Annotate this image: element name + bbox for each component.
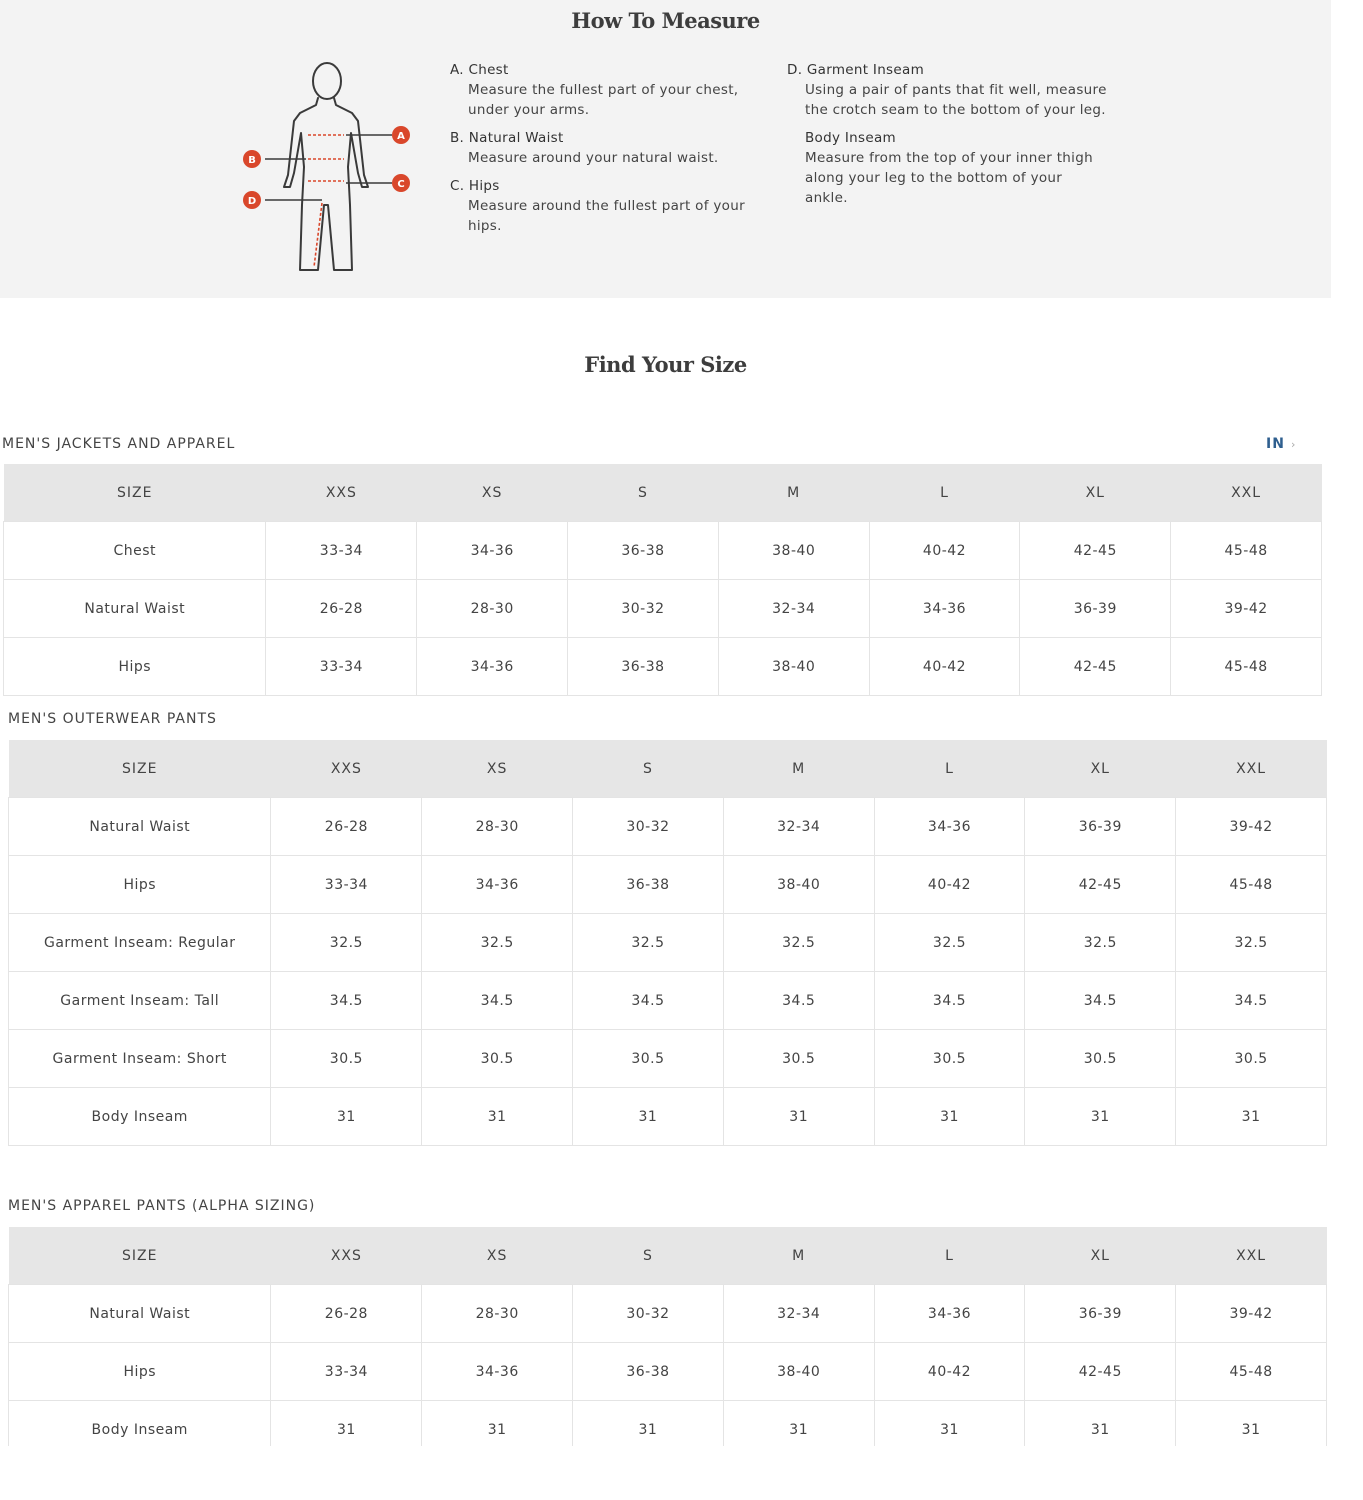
table-row [4,522,1322,580]
table-cell: 36-38 [568,522,719,580]
instruction-text: Measure around your natural waist. [468,150,719,166]
table-cell: 36-39 [1020,580,1171,638]
marker-a-label: A [397,131,405,142]
size-header-xs: XS [422,1227,573,1285]
table-cell: 34-36 [422,856,573,914]
table-header-row [4,464,1322,522]
table-cell: 31 [1025,1088,1176,1146]
instruction-natural-waist [450,128,750,168]
table-row [9,1285,1327,1343]
measure-instructions-left [450,60,750,244]
table-cell: 32-34 [718,580,869,638]
table-cell: 36-39 [1025,1285,1176,1343]
table-cell: 32.5 [874,914,1025,972]
table-cell: 31 [271,1088,422,1146]
table-cell: 34-36 [417,638,568,696]
table-cell: 33-34 [266,638,417,696]
table-cell: 40-42 [874,1343,1025,1401]
table-cell: 36-39 [1025,798,1176,856]
table-cell: 45-48 [1176,856,1327,914]
table-cell: 30-32 [573,1285,724,1343]
table-cell: 31 [573,1401,724,1459]
section-title-apparel-pants: MEN'S APPAREL PANTS (ALPHA SIZING) [8,1198,316,1214]
size-header-xxs: XXS [271,740,422,798]
table-cell: 31 [874,1088,1025,1146]
table-cell: 39-42 [1176,798,1327,856]
table-row [9,914,1327,972]
instruction-text: Measure the fullest part of your chest, under your arms. [468,82,739,118]
table-cell: 31 [723,1401,874,1459]
table-cell: 34.5 [1025,972,1176,1030]
table-cell: 34.5 [1176,972,1327,1030]
body-measurement-figure-icon [238,55,428,280]
table-cell: 40-42 [869,522,1020,580]
figure-body-outline [284,98,368,270]
find-your-size-title: Find Your Size [584,352,747,377]
table-cell: 34-36 [874,1285,1025,1343]
table-row [9,798,1327,856]
table-cell: 34.5 [573,972,724,1030]
table-cell: 32.5 [1176,914,1327,972]
table-cell: 33-34 [266,522,417,580]
instruction-text: Using a pair of pants that fit well, measure the crotch seam to the bottom of your leg. [805,82,1107,118]
table-cell: 38-40 [718,638,869,696]
size-header-s: S [573,740,724,798]
size-header-xl: XL [1020,464,1171,522]
table-cell: 30-32 [573,798,724,856]
table-cell: 32-34 [723,798,874,856]
size-header-l: L [874,740,1025,798]
table-cell: 45-48 [1171,522,1322,580]
table-cell: 45-48 [1171,638,1322,696]
table-cell: 31 [874,1401,1025,1459]
table-cell: 34-36 [869,580,1020,638]
table-cell: 38-40 [723,856,874,914]
table-cell: 38-40 [723,1343,874,1401]
table-cell: 38-40 [718,522,869,580]
table-cell: 32.5 [422,914,573,972]
table-cell: 34.5 [422,972,573,1030]
table-row [9,1088,1327,1146]
row-label: Body Inseam [9,1401,271,1459]
table-cell: 42-45 [1025,1343,1176,1401]
table-cell: 31 [573,1088,724,1146]
instruction-label: B. Natural Waist [450,130,564,146]
table-cell: 26-28 [266,580,417,638]
table-row [9,1343,1327,1401]
table-cell: 30.5 [723,1030,874,1088]
instruction-label: A. Chest [450,62,509,78]
size-header-s: S [568,464,719,522]
table-cell: 34-36 [874,798,1025,856]
table-cell: 36-38 [568,638,719,696]
size-header-xxl: XXL [1176,1227,1327,1285]
table-header-row [9,740,1327,798]
table-cell: 34.5 [874,972,1025,1030]
row-label: Chest [4,522,266,580]
table-cell: 31 [1025,1401,1176,1459]
size-header-xl: XL [1025,740,1176,798]
row-label: Garment Inseam: Short [9,1030,271,1088]
row-label: Garment Inseam: Tall [9,972,271,1030]
row-label: Hips [9,1343,271,1401]
size-header-xs: XS [417,464,568,522]
size-table-outerwear-pants [8,740,1327,1146]
unit-toggle[interactable] [1266,436,1296,452]
table-header-row [9,1227,1327,1285]
table-cell: 30.5 [1025,1030,1176,1088]
size-header-xxs: XXS [266,464,417,522]
marker-b-label: B [248,155,256,166]
table-row [9,856,1327,914]
instruction-body-inseam [787,128,1107,208]
table-cell: 32-34 [723,1285,874,1343]
table-cell: 30.5 [874,1030,1025,1088]
table-cell: 32.5 [723,914,874,972]
page-bottom-cutoff [0,1446,1363,1500]
row-label: Natural Waist [9,1285,271,1343]
size-header-m: M [723,1227,874,1285]
table-cell: 31 [1176,1088,1327,1146]
table-cell: 34-36 [422,1343,573,1401]
table-cell: 34.5 [723,972,874,1030]
table-cell: 26-28 [271,1285,422,1343]
table-cell: 28-30 [417,580,568,638]
size-header-m: M [718,464,869,522]
table-cell: 42-45 [1020,638,1171,696]
table-cell: 26-28 [271,798,422,856]
row-label: Natural Waist [4,580,266,638]
table-cell: 34.5 [271,972,422,1030]
table-cell: 33-34 [271,1343,422,1401]
table-cell: 30.5 [271,1030,422,1088]
instruction-text: Measure from the top of your inner thigh along your leg to the bottom of your ankle. [805,150,1093,206]
section-title-jackets: MEN'S JACKETS AND APPAREL [2,436,236,452]
size-column-header: SIZE [9,1227,271,1285]
size-column-header: SIZE [4,464,266,522]
size-header-s: S [573,1227,724,1285]
table-cell: 40-42 [869,638,1020,696]
size-header-l: L [874,1227,1025,1285]
table-cell: 39-42 [1176,1285,1327,1343]
size-header-xxl: XXL [1176,740,1327,798]
size-column-header: SIZE [9,740,271,798]
table-row [4,580,1322,638]
table-cell: 31 [1176,1401,1327,1459]
table-cell: 32.5 [1025,914,1176,972]
marker-d-label: D [247,196,257,207]
instruction-label: C. Hips [450,178,500,194]
unit-toggle-label: IN [1266,436,1285,452]
instruction-hips [450,176,750,236]
size-header-xs: XS [422,740,573,798]
marker-c-label: C [397,179,405,190]
table-row [4,638,1322,696]
size-header-l: L [869,464,1020,522]
table-cell: 28-30 [422,1285,573,1343]
size-header-m: M [723,740,874,798]
table-cell: 31 [422,1401,573,1459]
row-label: Natural Waist [9,798,271,856]
table-cell: 28-30 [422,798,573,856]
table-cell: 31 [422,1088,573,1146]
size-header-xl: XL [1025,1227,1176,1285]
table-cell: 45-48 [1176,1343,1327,1401]
section-title-outerwear-pants: MEN'S OUTERWEAR PANTS [8,711,217,727]
table-cell: 36-38 [573,856,724,914]
size-header-xxl: XXL [1171,464,1322,522]
table-cell: 31 [271,1401,422,1459]
table-cell: 30.5 [422,1030,573,1088]
table-cell: 42-45 [1020,522,1171,580]
size-table-apparel-pants [8,1227,1327,1458]
table-cell: 30.5 [573,1030,724,1088]
how-to-measure-title: How To Measure [571,8,760,33]
row-label: Hips [9,856,271,914]
measure-instructions-right [787,60,1107,216]
size-header-xxs: XXS [271,1227,422,1285]
table-cell: 30-32 [568,580,719,638]
size-table-jackets [3,464,1322,696]
row-label: Garment Inseam: Regular [9,914,271,972]
table-cell: 32.5 [573,914,724,972]
table-row [9,1030,1327,1088]
table-cell: 40-42 [874,856,1025,914]
table-cell: 36-38 [573,1343,724,1401]
table-cell: 42-45 [1025,856,1176,914]
table-cell: 39-42 [1171,580,1322,638]
chevron-right-icon: › [1290,438,1297,451]
instruction-text: Measure around the fullest part of your hips. [468,198,745,234]
row-label: Hips [4,638,266,696]
instruction-label: Body Inseam [805,130,896,146]
instruction-label: D. Garment Inseam [787,62,925,78]
table-cell: 34-36 [417,522,568,580]
table-cell: 33-34 [271,856,422,914]
table-cell: 31 [723,1088,874,1146]
table-cell: 32.5 [271,914,422,972]
figure-head [313,63,341,99]
instruction-chest [450,60,750,120]
row-label: Body Inseam [9,1088,271,1146]
table-cell: 30.5 [1176,1030,1327,1088]
instruction-garment-inseam [787,60,1107,120]
table-row [9,972,1327,1030]
